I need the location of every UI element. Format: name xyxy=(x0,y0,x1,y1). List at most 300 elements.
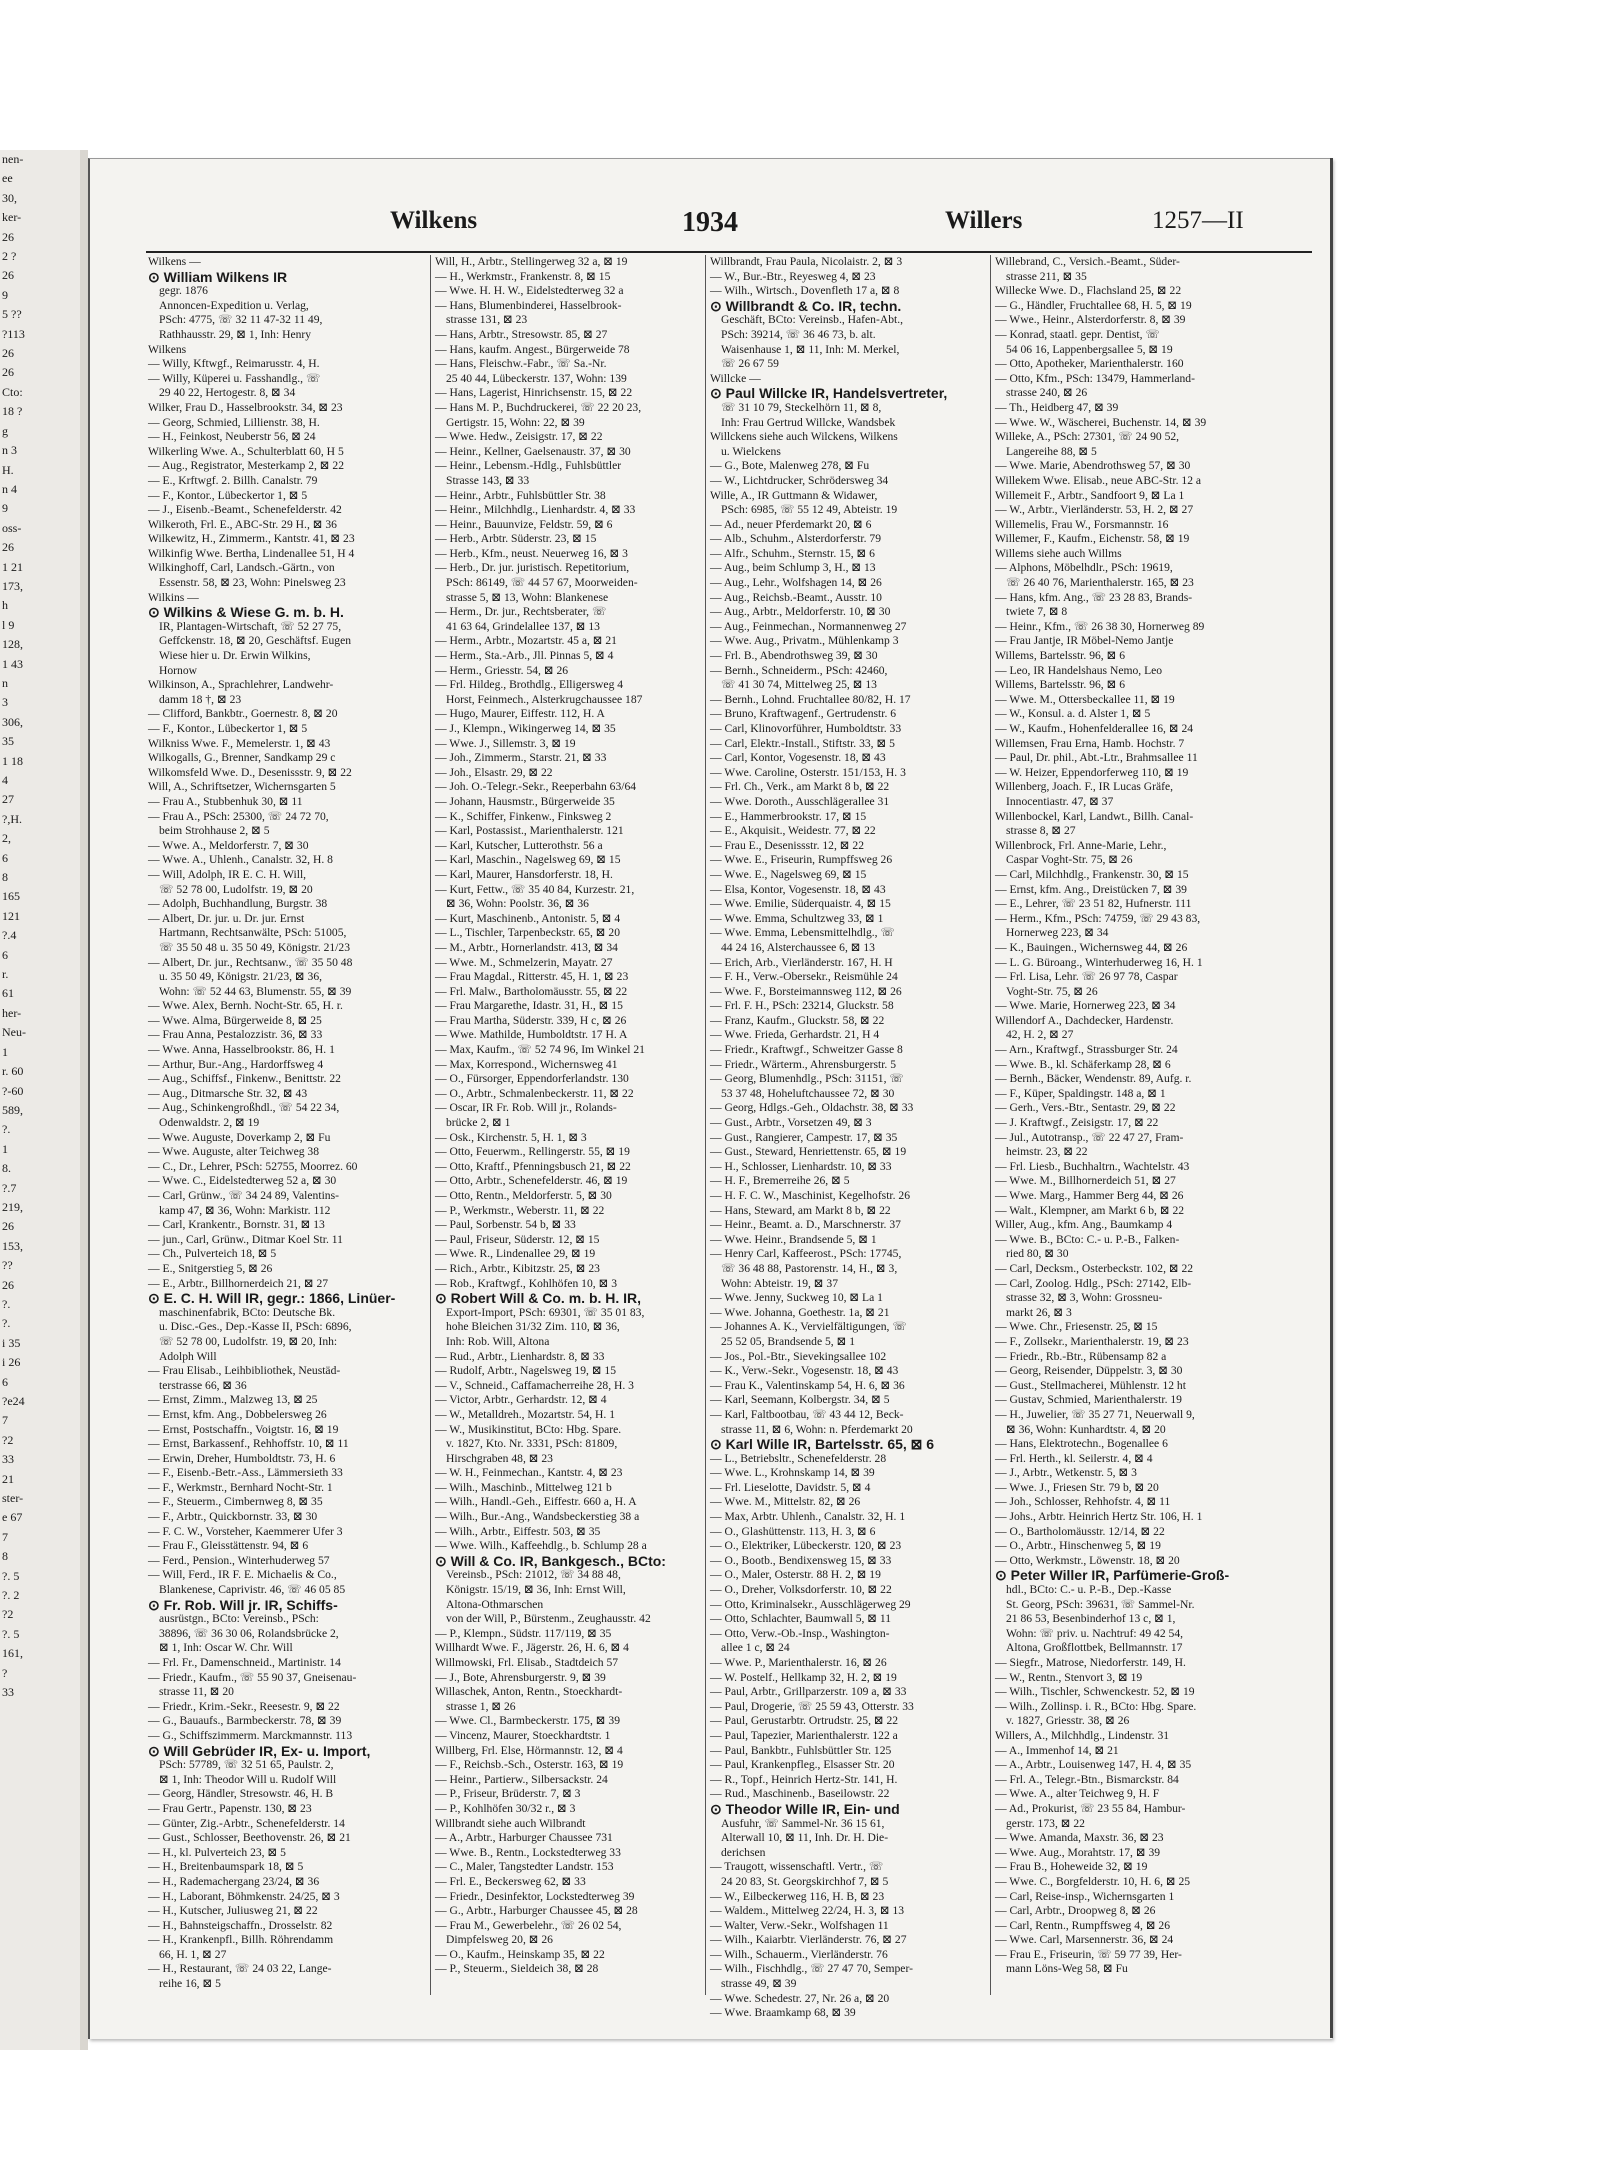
directory-entry-line: — Paul, Krankenpfleg., Elsasser Str. 20 xyxy=(710,1758,895,1772)
previous-page-fragment: r. xyxy=(2,967,9,982)
previous-page-fragment: 6 xyxy=(2,947,8,962)
directory-entry-line: — F., Reichsb.-Sch., Osterstr. 163, ⊠ 19 xyxy=(435,1758,624,1772)
previous-page-fragment: i 35 xyxy=(2,1335,21,1350)
directory-entry-line: Willemelis, Frau W., Forsmannstr. 16 xyxy=(995,517,1169,531)
directory-entry-line: — Arn., Kraftwgf., Strassburger Str. 24 xyxy=(995,1043,1178,1057)
previous-page-fragment: ?113 xyxy=(2,326,25,341)
directory-entry-line: — W., Kaufm., Hohenfelderallee 16, ⊠ 24 xyxy=(995,722,1194,735)
directory-entry-line: — Wwe. Auguste, Doverkamp 2, ⊠ Fu xyxy=(148,1130,331,1144)
directory-entry-line: — A., Arbtr., Louisenweg 147, H. 4, ⊠ 35 xyxy=(995,1758,1192,1772)
directory-entry-line: — Johann, Hausmstr., Bürgerweide 35 xyxy=(435,794,615,808)
directory-entry-line: — Otto, Schlachter, Baumwall 5, ⊠ 11 xyxy=(710,1612,892,1626)
directory-entry-line: — Kurt, Fettw., ☏ 35 40 84, Kurzestr. 21, xyxy=(435,882,635,896)
directory-entry-line: — Vincenz, Maurer, Stoeckhardtstr. 1 xyxy=(435,1728,611,1742)
directory-entry-line: — Siegfr., Matrose, Niedorferstr. 149, H. xyxy=(995,1656,1186,1669)
directory-entry-line: — Frau Gertr., Papenstr. 130, ⊠ 23 xyxy=(148,1801,312,1815)
previous-page-fragment: n 3 xyxy=(2,443,17,458)
previous-page-fragment: ?2 xyxy=(2,1432,14,1447)
previous-page-fragment: ?e24 xyxy=(2,1394,25,1408)
directory-entry-line: — Frl. A., Telegr.-Btn., Bismarckstr. 84 xyxy=(995,1772,1179,1786)
directory-entry-line: — H., Werkmstr., Frankenstr. 8, ⊠ 15 xyxy=(435,269,611,283)
directory-entry-line: Wilkens xyxy=(148,342,187,356)
directory-entry-line: 53 37 48, Hoheluftchaussee 72, ⊠ 30 xyxy=(721,1086,895,1100)
directory-entry-line: — Erwin, Dreher, Humboldtstr. 73, H. 6 xyxy=(148,1451,336,1465)
directory-entry-line: — Frl. Hildeg., Brothdlg., Elligersweg 4 xyxy=(435,678,624,692)
directory-entry-line: — Wwe. Marie, Hornerweg 223, ⊠ 34 xyxy=(995,999,1176,1013)
directory-entry-line: — Will, Adolph, IR E. C. H. Will, xyxy=(148,867,307,881)
directory-entry-line: — Ernst, Barkassenf., Rehhoffstr. 10, ⊠ 11 xyxy=(148,1437,349,1451)
previous-page-fragment: 35 xyxy=(2,734,14,749)
directory-entry-line: Dimpfelsweg 20, ⊠ 26 xyxy=(446,1933,553,1947)
directory-entry-line: — C., Maler, Tangstedter Landstr. 153 xyxy=(435,1860,614,1874)
directory-entry-line: v. 1827, Griesstr. 38, ⊠ 26 xyxy=(1006,1714,1130,1728)
directory-entry-line: ⊙ Robert Will & Co. m. b. H. IR, xyxy=(435,1290,642,1307)
directory-entry-line: — E., Hammerbrookstr. 17, ⊠ 15 xyxy=(710,809,867,823)
directory-entry-line: — O., Arbtr., Schmalenbeckerstr. 11, ⊠ 22 xyxy=(435,1086,634,1100)
directory-entry-line: — Bruno, Kraftwagenf., Gertrudenstr. 6 xyxy=(710,707,897,721)
directory-entry-line: — G., Arbtr., Harburger Chaussee 45, ⊠ 28 xyxy=(435,1904,638,1918)
directory-entry-line: Wilkinson, A., Sprachlehrer, Landwehr- xyxy=(148,678,334,692)
directory-entry-line: — Karl, Maurer, Hansdorferstr. 18, H. xyxy=(435,867,613,881)
previous-page-fragment: 8. xyxy=(2,1161,11,1176)
directory-entry-line: — F., Kontor., Lübeckertor 1, ⊠ 5 xyxy=(148,722,308,735)
directory-entry-line: — O., Glashüttenstr. 113, H. 3, ⊠ 6 xyxy=(710,1524,876,1538)
previous-page-fragment: ?. 2 xyxy=(2,1588,20,1603)
directory-entry-line: — Herb., Kfm., neust. Neuerweg 16, ⊠ 3 xyxy=(435,546,628,560)
directory-entry-line: — Frl. Ch., Verk., am Markt 8 b, ⊠ 22 xyxy=(710,780,890,794)
previous-page-fragment: her- xyxy=(2,1005,22,1020)
directory-entry-line: Wohn: ☏ 52 44 63, Blumenstr. 55, ⊠ 39 xyxy=(159,984,352,998)
directory-entry-line: — Frau Jantje, IR Möbel-Nemo Jantje xyxy=(995,634,1174,648)
previous-page-fragment: 18 ? xyxy=(2,404,23,419)
directory-entry-line: — Georg, Schmied, Lillienstr. 38, H. xyxy=(148,415,320,429)
directory-entry-line: — Aug., Feinmechan., Normannenweg 27 xyxy=(710,619,907,633)
directory-entry-line: 66, H. 1, ⊠ 27 xyxy=(159,1947,227,1961)
directory-entry-line: Wilker, Frau D., Hasselbrookstr. 34, ⊠ 23 xyxy=(148,400,343,414)
previous-page-fragment: 5 ?? xyxy=(2,307,22,322)
previous-page-fragment: 165 xyxy=(2,889,20,904)
directory-entry-line: — F., Zollsekr., Marienthalerstr. 19, ⊠ 23 xyxy=(995,1334,1189,1348)
directory-entry-line: ⊙ Fr. Rob. Will jr. IR, Schiffs- xyxy=(148,1596,338,1613)
previous-page-fragment: 1 21 xyxy=(2,559,23,574)
directory-entry-line: — W. Heizer, Eppendorferweg 110, ⊠ 19 xyxy=(995,765,1189,779)
directory-entry-line: — jun., Carl, Grünw., Ditmar Koel Str. 11 xyxy=(148,1232,343,1246)
directory-entry-line: 41 63 64, Grindelallee 137, ⊠ 13 xyxy=(446,619,600,633)
directory-entry-line: — Leo, IR Handelshaus Nemo, Leo xyxy=(995,663,1163,677)
previous-page-fragment: 3 xyxy=(2,695,8,710)
directory-entry-line: — H., Schlosser, Lienhardstr. 10, ⊠ 33 xyxy=(710,1159,892,1173)
directory-entry-line: — Heinr., Partierw., Silbersackstr. 24 xyxy=(435,1772,608,1786)
directory-entry-line: — Gust., Steward, Henriettenstr. 65, ⊠ 19 xyxy=(710,1145,907,1159)
directory-entry-line: — Wilh., Bur.-Ang., Wandsbeckerstieg 38 a xyxy=(435,1510,640,1524)
directory-entry-line: — Hans, Arbtr., Stresowstr. 85, ⊠ 27 xyxy=(435,327,608,341)
directory-entry-line: — O., Kaufm., Heinskamp 35, ⊠ 22 xyxy=(435,1947,605,1961)
directory-entry-line: — Herb., Dr. jur. juristisch. Repetitorium, xyxy=(435,561,630,575)
directory-entry-line: — Karl, Postassist., Marienthalerstr. 121 xyxy=(435,824,624,838)
directory-entry-line: Wiese hier u. Dr. Erwin Wilkins, xyxy=(159,649,311,663)
directory-entry-line: Inh: Frau Gertrud Willcke, Wandsbek xyxy=(721,415,896,429)
directory-entry-line: — Carl, Rentn., Rumpffsweg 4, ⊠ 26 xyxy=(995,1918,1171,1932)
directory-entry-line: ⊙ William Wilkens IR xyxy=(148,268,288,285)
directory-entry-line: — Frau E., Desenissstr. 12, ⊠ 22 xyxy=(710,838,864,852)
directory-entry-line: — Friedr., Rb.-Btr., Rübensamp 82 a xyxy=(995,1349,1167,1363)
directory-entry-line: — Wwe. Chr., Friesenstr. 25, ⊠ 15 xyxy=(995,1320,1158,1334)
directory-entry-line: — Franz, Kaufm., Gluckstr. 58, ⊠ 22 xyxy=(710,1013,885,1027)
directory-entry-line: strasse 5, ⊠ 13, Wohn: Blankenese xyxy=(446,590,609,604)
directory-entry-line: — Wwe. Braamkamp 68, ⊠ 39 xyxy=(710,2006,856,2020)
directory-column-2 xyxy=(435,255,717,1995)
directory-entry-line: terstrasse 66, ⊠ 36 xyxy=(159,1378,247,1392)
directory-entry-line: — H., Feinkost, Neuberstr 56, ⊠ 24 xyxy=(148,430,316,444)
directory-entry-line: — E., Krftwgf. 2. Billh. Canalstr. 79 xyxy=(148,473,318,487)
directory-entry-line: — Willy, Küperei u. Fasshandlg., ☏ xyxy=(148,371,321,385)
directory-entry-line: u. 35 50 49, Königstr. 21/23, ⊠ 36, xyxy=(159,970,323,984)
directory-entry-line: — Frl. Lisa, Lehr. ☏ 26 97 78, Caspar xyxy=(995,970,1178,984)
directory-entry-line: — Ernst, kfm. Ang., Dobbelersweg 26 xyxy=(148,1407,327,1421)
directory-entry-line: u. Wielckens xyxy=(721,444,781,458)
directory-entry-line: Wilkens — xyxy=(148,255,201,268)
previous-page-fragment: 1 18 xyxy=(2,753,23,768)
directory-entry-line: strasse 1, ⊠ 26 xyxy=(446,1699,516,1713)
directory-entry-line: — Frl. Lieselotte, Davidstr. 5, ⊠ 4 xyxy=(710,1480,871,1494)
directory-entry-line: — Wilh., Zollinsp. i. R., BCto: Hbg. Spare. xyxy=(995,1699,1197,1713)
directory-entry-line: Hartmann, Rechtsanwälte, PSch: 51005, xyxy=(159,926,347,940)
previous-page-fragment: 30, xyxy=(2,190,17,205)
directory-entry-line: Caspar Voght-Str. 75, ⊠ 26 xyxy=(1006,853,1133,867)
directory-entry-line: — Wwe. Caroline, Osterstr. 151/153, H. 3 xyxy=(710,765,906,779)
directory-entry-line: PSch: 86149, ☏ 44 57 67, Moorweiden- xyxy=(446,576,638,590)
directory-entry-line: — Wwe. H. H. W., Eidelstedterweg 32 a xyxy=(435,284,624,298)
directory-entry-line: — W., Bur.-Btr., Reyesweg 4, ⊠ 23 xyxy=(710,269,876,283)
directory-entry-line: 44 24 16, Alsterchaussee 6, ⊠ 13 xyxy=(721,940,875,954)
directory-entry-line: hohe Bleichen 31/32 Zim. 110, ⊠ 36, xyxy=(446,1320,620,1334)
previous-page-fragment: 1 xyxy=(2,1044,8,1059)
directory-entry-line: Waisenhause 1, ⊠ 11, Inh: M. Merkel, xyxy=(721,342,900,356)
directory-entry-line: allee 1 c, ⊠ 24 xyxy=(721,1641,790,1655)
directory-entry-line: 21 86 53, Besenbinderhof 13 c, ⊠ 1, xyxy=(1006,1612,1176,1626)
directory-entry-line: — Ferd., Pension., Winterhuderweg 57 xyxy=(148,1553,330,1567)
directory-entry-line: — Max, Kaufm., ☏ 52 74 96, Im Winkel 21 xyxy=(435,1043,645,1057)
directory-entry-line: — E., Lehrer, ☏ 23 51 82, Hufnerstr. 111 xyxy=(995,897,1192,911)
directory-entry-line: — Carl, Kontor, Vogesenstr. 18, ⊠ 43 xyxy=(710,751,886,765)
directory-entry-line: — Wwe. Frieda, Gerhardstr. 21, H 4 xyxy=(710,1028,880,1042)
directory-entry-line: — K., Verw.-Sekr., Vogesenstr. 18, ⊠ 43 xyxy=(710,1364,899,1378)
directory-entry-line: — F., Arbtr., Quickbornstr. 33, ⊠ 30 xyxy=(148,1510,318,1524)
directory-entry-line: Essenstr. 58, ⊠ 23, Wohn: Pinelsweg 23 xyxy=(159,576,346,590)
directory-entry-line: — Herm., Dr. jur., Rechtsberater, ☏ xyxy=(435,605,607,619)
directory-entry-line: — H. F. C. W., Maschinist, Kegelhofstr. 26 xyxy=(710,1189,911,1202)
directory-entry-line: Gertigstr. 15, Wohn: 22, ⊠ 39 xyxy=(446,415,585,429)
directory-entry-line: strasse 240, ⊠ 26 xyxy=(1006,386,1088,400)
directory-entry-line: — L., Tischler, Tarpenbeckstr. 65, ⊠ 20 xyxy=(435,926,621,940)
directory-entry-line: — W., Lichtdrucker, Schrödersweg 34 xyxy=(710,473,889,487)
directory-entry-line: Wilkins — xyxy=(148,590,199,604)
directory-entry-line: — J., Eisenb.-Beamt., Schenefelderstr. 42 xyxy=(148,503,342,517)
directory-entry-line: kamp 47, ⊠ 36, Wohn: Markistr. 112 xyxy=(159,1203,331,1217)
directory-entry-line: — Hans, kaufm. Angest., Bürgerweide 78 xyxy=(435,342,630,356)
directory-entry-line: Wilkewitz, H., Zimmerm., Kantstr. 41, ⊠ 23 xyxy=(148,532,355,546)
directory-entry-line: — Friedr., Wärterm., Ahrensburgerstr. 5 xyxy=(710,1057,897,1071)
directory-entry-line: ausrüstgn., BCto: Vereinsb., PSch: xyxy=(159,1612,319,1626)
directory-entry-line: — F., Werkmstr., Bernhard Nocht-Str. 1 xyxy=(148,1480,333,1494)
directory-entry-line: — Friedr., Kraftwgf., Schweitzer Gasse 8 xyxy=(710,1043,903,1057)
directory-entry-line: Blankenese, Caprivistr. 46, ☏ 46 05 85 xyxy=(159,1583,346,1597)
directory-entry-line: — Wwe. F., Borsteimannsweg 112, ⊠ 26 xyxy=(710,984,902,998)
directory-entry-line: — Bernh., Lohnd. Fruchtallee 80/82, H. 17 xyxy=(710,692,911,706)
directory-entry-line: ⊠ 36, Wohn: Poolstr. 36, ⊠ 36 xyxy=(446,897,589,911)
directory-entry-line: — Konrad, staatl. gepr. Dentist, ☏ xyxy=(995,327,1160,341)
directory-entry-line: Annoncen-Expedition u. Verlag, xyxy=(159,298,309,312)
directory-entry-line: — Wwe. Jenny, Suckweg 10, ⊠ La 1 xyxy=(710,1291,883,1305)
directory-entry-line: Willbrandt, Frau Paula, Nicolaistr. 2, ⊠ 3 xyxy=(710,255,903,268)
previous-page-fragment: 8 xyxy=(2,870,8,885)
directory-entry-line: — Herm., Arbtr., Mozartstr. 45 a, ⊠ 21 xyxy=(435,634,617,648)
previous-page-fragment: ?. 5 xyxy=(2,1568,20,1583)
directory-entry-line: — Bernh., Bäcker, Wendenstr. 89, Aufg. r. xyxy=(995,1072,1192,1086)
directory-entry-line: — W., Metalldreh., Mozartstr. 54, H. 1 xyxy=(435,1407,616,1421)
directory-entry-line: — Georg, Blumenhdlg., PSch: 31151, ☏ xyxy=(710,1072,904,1086)
directory-entry-line: — Hans, Fleischw.-Fabr., ☏ Sa.-Nr. xyxy=(435,357,607,371)
directory-entry-line: Strasse 143, ⊠ 33 xyxy=(446,473,530,487)
directory-entry-line: PSch: 39214, ☏ 36 46 73, b. alt. xyxy=(721,327,876,341)
directory-entry-line: Wilkniss Wwe. F., Memelerstr. 1, ⊠ 43 xyxy=(148,736,331,750)
directory-entry-line: Willberg, Frl. Else, Hörmannstr. 12, ⊠ 4 xyxy=(435,1743,623,1757)
directory-entry-line: — Wilh., Fischhdlg., ☏ 27 47 70, Semper- xyxy=(710,1962,913,1976)
previous-page-fragment: 7 xyxy=(2,1413,8,1428)
directory-entry-line: — Hans, Lagerist, Hinrichsenstr. 15, ⊠ 22 xyxy=(435,386,633,400)
directory-entry-line: ⊠ 1, Inh: Theodor Will u. Rudolf Will xyxy=(159,1772,337,1786)
directory-entry-line: 54 06 16, Lappenbergsallee 5, ⊠ 19 xyxy=(1006,342,1173,356)
directory-entry-line: — P., Werkmstr., Weberstr. 11, ⊠ 22 xyxy=(435,1203,605,1217)
directory-entry-line: — Günter, Zig.-Arbtr., Schenefelderstr. 14 xyxy=(148,1816,345,1830)
directory-entry-line: — Wwe. Wilh., Kaffeehdlg., b. Schlump 28 a xyxy=(435,1539,647,1553)
previous-page-fragment: ker- xyxy=(2,210,22,225)
previous-page-fragment: Cto: xyxy=(2,384,23,399)
directory-entry-line: — Wwe. Mathilde, Humboldtstr. 17 H. A xyxy=(435,1028,628,1042)
directory-entry-line: — Walter, Verw.-Sekr., Wolfshagen 11 xyxy=(710,1918,889,1932)
directory-entry-line: reihe 16, ⊠ 5 xyxy=(159,1977,221,1991)
directory-entry-line: — Hans, kfm. Ang., ☏ 23 28 83, Brands- xyxy=(995,590,1193,604)
directory-entry-line: — Frl. E., Beckersweg 62, ⊠ 33 xyxy=(435,1874,586,1888)
directory-entry-line: — K., Schiffer, Finkenw., Finksweg 2 xyxy=(435,809,612,823)
directory-entry-line: — Wwe. Schedestr. 27, Nr. 26 a, ⊠ 20 xyxy=(710,1991,890,2005)
directory-entry-line: — Wwe. B., Rentn., Lockstedterweg 33 xyxy=(435,1845,621,1859)
directory-entry-line: — Wwe. Hedw., Zeisigstr. 17, ⊠ 22 xyxy=(435,430,603,444)
directory-entry-line: — Wwe. B., kl. Schäferkamp 28, ⊠ 6 xyxy=(995,1057,1171,1071)
directory-entry-line: 29 40 22, Hertogestr. 8, ⊠ 34 xyxy=(159,386,296,400)
directory-entry-line: — Jul., Autotransp., ☏ 22 47 27, Fram- xyxy=(995,1130,1184,1144)
directory-entry-line: — Aug., Registrator, Mesterkamp 2, ⊠ 22 xyxy=(148,459,345,473)
directory-entry-line: — Hans, Steward, am Markt 8 b, ⊠ 22 xyxy=(710,1203,891,1217)
directory-entry-line: hdl., BCto: C.- u. P.-B., Dep.-Kasse xyxy=(1006,1583,1172,1597)
directory-entry-line: — Wwe. Johanna, Goethestr. 1a, ⊠ 21 xyxy=(710,1305,890,1319)
directory-entry-line: — Friedr., Desinfektor, Lockstedterweg 39 xyxy=(435,1889,635,1903)
previous-page-fragment: 153, xyxy=(2,1238,23,1253)
directory-entry-line: — Oscar, IR Fr. Rob. Will jr., Rolands- xyxy=(435,1101,617,1115)
directory-entry-line: strasse 211, ⊠ 35 xyxy=(1006,269,1087,283)
previous-page-fragment: g xyxy=(2,423,8,438)
directory-entry-line: — Joh., Schlosser, Rehhofstr. 4, ⊠ 11 xyxy=(995,1495,1171,1509)
directory-entry-line: Wilkinfig Wwe. Bertha, Lindenallee 51, H 4 xyxy=(148,546,355,560)
directory-entry-line: Vereinsb., PSch: 21012, ☏ 34 88 48, xyxy=(446,1568,621,1582)
directory-entry-line: — Frl. B., Abendrothsweg 39, ⊠ 30 xyxy=(710,649,878,663)
directory-entry-line: — O., Elektriker, Lübeckerstr. 120, ⊠ 23 xyxy=(710,1539,902,1553)
directory-entry-line: — Georg, Händler, Stresowstr. 46, H. B xyxy=(148,1787,334,1801)
directory-entry-line: von der Will, P., Bürstenm., Zeughausstr. 42 xyxy=(446,1612,651,1626)
directory-entry-line: — Rich., Arbtr., Kibitzstr. 25, ⊠ 23 xyxy=(435,1261,600,1275)
directory-entry-line: Wilkogalls, G., Brenner, Sandkamp 29 c xyxy=(148,751,336,765)
previous-page-fragment: ?. xyxy=(2,1316,11,1331)
directory-entry-line: — Aug., Schiffsf., Finkenw., Benittstr. 22 xyxy=(148,1072,341,1086)
directory-entry-line: — Max, Korrespond., Wichernsweg 41 xyxy=(435,1057,618,1071)
directory-entry-line: Wohn: Abteistr. 19, ⊠ 37 xyxy=(721,1276,838,1290)
directory-entry-line: — Heinr., Kellner, Gaelsenaustr. 37, ⊠ 30 xyxy=(435,444,631,458)
directory-entry-line: — Alb., Schuhm., Alsterdorferstr. 79 xyxy=(710,532,881,546)
directory-entry-line: ⊙ E. C. H. Will IR, gegr.: 1866, Linüer- xyxy=(148,1290,396,1307)
directory-entry-line: gerstr. 173, ⊠ 22 xyxy=(1006,1816,1085,1830)
directory-entry-line: — Osk., Kirchenstr. 5, H. 1, ⊠ 3 xyxy=(435,1130,587,1144)
previous-page-fragment: 33 xyxy=(2,1685,14,1700)
previous-page-fragment: H. xyxy=(2,462,14,477)
directory-entry-line: — Wwe. J., Sillemstr. 3, ⊠ 19 xyxy=(435,736,576,750)
directory-entry-line: Alterwall 10, ⊠ 11, Inh. Dr. H. Die- xyxy=(721,1831,889,1845)
directory-entry-line: — Wwe. Carl, Marsennerstr. 36, ⊠ 24 xyxy=(995,1933,1174,1947)
directory-entry-line: Will, A., Schriftsetzer, Wichernsgarten 5 xyxy=(148,780,336,794)
previous-page-fragment: 33 xyxy=(2,1452,14,1467)
directory-entry-line: Altona, Großflottbek, Bellmannstr. 17 xyxy=(1006,1641,1183,1655)
directory-entry-line: — Albert, Dr. jur. u. Dr. jur. Ernst xyxy=(148,911,305,925)
directory-entry-line: ⊠ 1, Inh: Oscar W. Chr. Will xyxy=(159,1641,293,1655)
directory-entry-line: — Herm., Sta.-Arb., Jll. Pinnas 5, ⊠ 4 xyxy=(435,649,614,663)
directory-entry-line: — Ad., Prokurist, ☏ 23 55 84, Hambur- xyxy=(995,1801,1186,1815)
directory-entry-line: damm 18 †, ⊠ 23 xyxy=(159,692,242,706)
directory-entry-line: PSch: 6985, ☏ 55 12 49, Abteistr. 19 xyxy=(721,503,898,517)
directory-entry-line: — Frl. Herth., kl. Seilerstr. 4, ⊠ 4 xyxy=(995,1451,1153,1465)
directory-entry-line: — Heinr., Lebensm.-Hdlg., Fuhlsbüttler xyxy=(435,459,622,473)
directory-entry-line: — Wwe. Aug., Morahtstr. 17, ⊠ 39 xyxy=(995,1845,1161,1859)
previous-page-fragment: 1 xyxy=(2,1141,8,1156)
previous-page-fragment: 8 xyxy=(2,1549,8,1564)
directory-entry-line: — Aug., Ditmarsche Str. 32, ⊠ 43 xyxy=(148,1086,308,1100)
directory-entry-line: — W., Rentn., Stenvort 3, ⊠ 19 xyxy=(995,1670,1143,1684)
previous-page-fragment: e 67 xyxy=(2,1510,23,1525)
directory-entry-line: 24 20 83, St. Georgskirchhof 7, ⊠ 5 xyxy=(721,1874,889,1888)
directory-entry-line: — Ernst, kfm. Ang., Dreistücken 7, ⊠ 39 xyxy=(995,882,1187,896)
previous-page-fragment: 306, xyxy=(2,714,23,729)
directory-column-3 xyxy=(710,255,992,2020)
directory-entry-line: — Carl, Milchhdlg., Frankenstr. 30, ⊠ 15 xyxy=(995,867,1189,881)
directory-entry-line: — L., Betriebsltr., Schenefelderstr. 28 xyxy=(710,1451,887,1465)
directory-entry-line: Inh: Rob. Will, Altona xyxy=(446,1334,550,1348)
previous-page-fragment: oss- xyxy=(2,520,22,535)
directory-entry-line: — Wwe. R., Lindenallee 29, ⊠ 19 xyxy=(435,1247,596,1261)
directory-entry-line: — Wwe. Alma, Bürgerweide 8, ⊠ 25 xyxy=(148,1013,322,1027)
directory-entry-line: — Wwe. C., Eidelstedterweg 52 a, ⊠ 30 xyxy=(148,1174,337,1188)
directory-entry-line: Altona-Othmarschen xyxy=(446,1597,544,1611)
directory-entry-line: — Frau Martha, Süderstr. 339, H c, ⊠ 26 xyxy=(435,1013,627,1027)
directory-entry-line: — Paul, Dr. phil., Abt.-Ltr., Brahmsallee 11 xyxy=(995,751,1198,765)
directory-entry-line: Voght-Str. 75, ⊠ 26 xyxy=(1006,984,1098,998)
directory-entry-line: — G., Bote, Malenweg 278, ⊠ Fu xyxy=(710,459,870,473)
header-rule xyxy=(146,251,1312,253)
directory-entry-line: PSch: 4775, ☏ 32 11 47-32 11 49, xyxy=(159,313,323,327)
directory-entry-line: — W., Eilbeckerweg 116, H. B, ⊠ 23 xyxy=(710,1889,885,1903)
directory-entry-line: markt 26, ⊠ 3 xyxy=(1006,1305,1072,1319)
directory-entry-line: — Paul, Sorbenstr. 54 b, ⊠ 33 xyxy=(435,1218,576,1232)
directory-entry-line: — Otto, Arbtr., Schenefelderstr. 46, ⊠ 19 xyxy=(435,1174,628,1188)
directory-entry-line: — Hans, Elektrotechn., Bogenallee 6 xyxy=(995,1437,1168,1451)
directory-entry-line: — Otto, Feuerwm., Rellingerstr. 55, ⊠ 19 xyxy=(435,1145,630,1159)
directory-entry-line: — Georg, Hdlgs.-Geh., Oldachstr. 38, ⊠ 33 xyxy=(710,1101,914,1115)
directory-entry-line: Willenberg, Joach. F., IR Lucas Gräfe, xyxy=(995,780,1174,794)
directory-entry-line: ☏ 26 67 59 xyxy=(721,357,779,371)
directory-entry-line: — Willy, Kftwgf., Reimarusstr. 4, H. xyxy=(148,357,320,371)
directory-entry-line: Langereihe 88, ⊠ 5 xyxy=(1006,444,1097,458)
page-header xyxy=(90,207,1332,247)
directory-entry-line: — Otto, Kfm., PSch: 13479, Hammerland- xyxy=(995,371,1195,385)
directory-entry-line: — Gust., Schlosser, Beethovenstr. 26, ⊠ 21 xyxy=(148,1831,351,1845)
directory-entry-line: — Rud., Arbtr., Lienhardstr. 8, ⊠ 33 xyxy=(435,1349,605,1363)
directory-entry-line: Willekem Wwe. Elisab., neue ABC-Str. 12 a xyxy=(995,473,1202,487)
directory-entry-line: 25 40 44, Lübeckerstr. 137, Wohn: 139 xyxy=(446,371,627,385)
directory-entry-line: Willenbrock, Frl. Anne-Marie, Lehr., xyxy=(995,838,1167,852)
directory-entry-line: — Aug., beim Schlump 3, H., ⊠ 13 xyxy=(710,561,876,575)
directory-entry-line: beim Strohhause 2, ⊠ 5 xyxy=(159,824,270,838)
directory-entry-line: Horst, Feinmech., Alsterkrugchaussee 187 xyxy=(446,692,643,706)
directory-entry-line: ☏ 31 10 79, Steckelhörn 11, ⊠ 8, xyxy=(721,400,882,414)
directory-entry-line: ⊙ Paul Willcke IR, Handelsvertreter, xyxy=(710,385,948,402)
directory-entry-line: — G., Bauaufs., Barmbeckerstr. 78, ⊠ 39 xyxy=(148,1714,342,1728)
directory-entry-line: Willemeit F., Arbtr., Sandfoort 9, ⊠ La 1 xyxy=(995,488,1185,502)
previous-page-fragment: ?? xyxy=(2,1258,13,1273)
directory-entry-line: — P., Kohlhöfen 30/32 r., ⊠ 3 xyxy=(435,1801,576,1815)
directory-entry-line: — Th., Heidberg 47, ⊠ 39 xyxy=(995,400,1119,414)
directory-entry-line: — O., Bartholomäusstr. 12/14, ⊠ 22 xyxy=(995,1524,1165,1538)
directory-entry-line: — Kurt, Maschinenb., Antonistr. 5, ⊠ 4 xyxy=(435,911,621,925)
directory-entry-line: — P., Klempn., Südstr. 117/119, ⊠ 35 xyxy=(435,1626,612,1640)
directory-entry-line: — Wwe. A., Meldorferstr. 7, ⊠ 30 xyxy=(148,838,309,852)
directory-entry-line: — J., Bote, Ahrensburgerstr. 9, ⊠ 39 xyxy=(435,1670,606,1684)
directory-entry-line: ⊙ Karl Wille IR, Bartelsstr. 65, ⊠ 6 xyxy=(710,1436,935,1453)
previous-page-fragment: l 9 xyxy=(2,617,15,632)
previous-page-fragment: 128, xyxy=(2,637,23,652)
previous-page-fragment: 4 xyxy=(2,773,8,787)
directory-entry-line: — Wilh., Tischler, Schwenckestr. 52, ⊠ 19 xyxy=(995,1685,1195,1699)
directory-entry-line: derichsen xyxy=(721,1845,766,1859)
directory-entry-line: Geffckenstr. 18, ⊠ 20, Geschäftsf. Eugen xyxy=(159,634,352,648)
directory-entry-line: ☏ 41 30 74, Mittelweg 25, ⊠ 13 xyxy=(721,678,877,692)
directory-entry-line: — W., Konsul. a. d. Alster 1, ⊠ 5 xyxy=(995,707,1151,721)
directory-entry-line: Willbrandt siehe auch Wilbrandt xyxy=(435,1816,586,1830)
directory-entry-line: Königstr. 15/19, ⊠ 36, Inh: Ernst Will, xyxy=(446,1583,626,1597)
previous-page-fragment: nen- xyxy=(2,152,24,166)
directory-entry-line: 25 52 05, Brandsende 5, ⊠ 1 xyxy=(721,1334,856,1348)
previous-page-fragment: 173, xyxy=(2,578,23,593)
directory-entry-line: — Otto, Kriminalsekr., Ausschlägerweg 29 xyxy=(710,1597,911,1611)
directory-entry-line: Rathhausstr. 29, ⊠ 1, Inh: Henry xyxy=(159,327,312,341)
directory-entry-line: — Jos., Pol.-Btr., Sievekingsallee 102 xyxy=(710,1349,887,1363)
directory-entry-line: — O., Dreher, Volksdorferstr. 10, ⊠ 22 xyxy=(710,1583,892,1597)
directory-entry-line: Wilkeroth, Frl. E., ABC-Str. 29 H., ⊠ 36 xyxy=(148,517,337,531)
directory-entry-line: — Karl, Faltbootbau, ☏ 43 44 12, Beck- xyxy=(710,1407,904,1421)
directory-entry-line: Geschäft, BCto: Vereinsb., Hafen-Abt., xyxy=(721,313,904,327)
directory-entry-line: — Frau Anna, Pestalozzistr. 36, ⊠ 33 xyxy=(148,1028,323,1042)
directory-entry-line: — Wilh., Kaiarbtr. Vierländerstr. 76, ⊠ 27 xyxy=(710,1933,907,1947)
directory-entry-line: — Karl, Kutscher, Lutterothstr. 56 a xyxy=(435,838,603,852)
directory-entry-line: Willems, Bartelsstr. 96, ⊠ 6 xyxy=(995,649,1126,663)
directory-entry-line: Willemer, F., Kaufm., Eichenstr. 58, ⊠ 19 xyxy=(995,532,1190,546)
directory-entry-line: — F. H., Verw.-Obersekr., Reismühle 24 xyxy=(710,970,898,984)
